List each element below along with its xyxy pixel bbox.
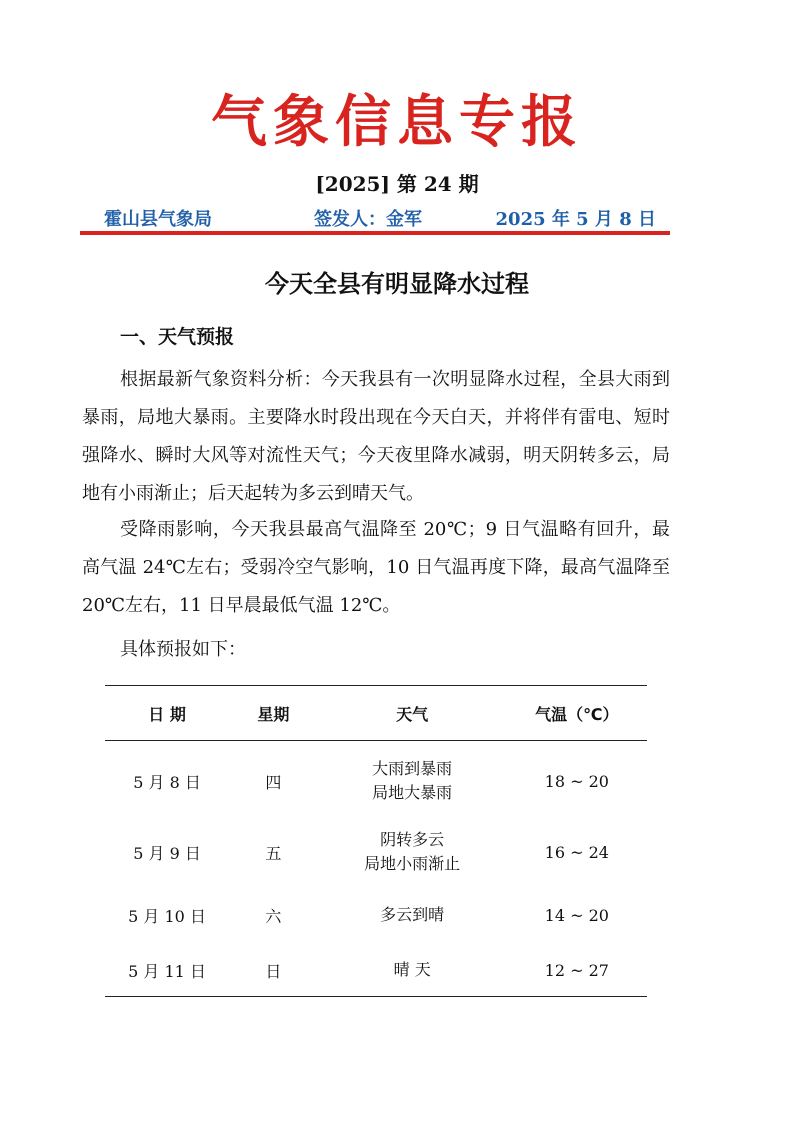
cell-date: 5 月 8 日: [133, 772, 201, 792]
cell-weather: [318, 741, 507, 819]
cell-weather: [318, 818, 507, 886]
cell-temperature: 18 ~ 20: [544, 771, 609, 791]
organization-name: 霍山县气象局: [104, 209, 212, 230]
cell-date: 5 月 10 日: [128, 906, 206, 926]
document-title: 今天全县有明显降水过程: [265, 269, 529, 298]
cell-weekday: 日: [229, 944, 318, 997]
cell-weekday: 五: [265, 843, 282, 863]
section-heading: 一、天气预报: [120, 326, 235, 348]
weather-line: 阴转多云: [380, 830, 445, 849]
paragraph-forecast: 根据最新气象资料分析：今天我县有一次明显降水过程，全县大雨到暴雨，局地大暴雨。主要降水时段出现在今天白天，并将伴有雷电、短时强降水、瞬时大风等对流性天气；今天夜里降水减弱，明天阴转多云，局地有小雨渐止；后天起转为多云到晴天气。: [82, 369, 670, 504]
masthead-title: 气象信息专报: [211, 89, 583, 155]
header-date: 日 期: [105, 686, 229, 741]
info-bar: [82, 205, 668, 231]
table-header-row: [105, 686, 647, 741]
issue-date: 2025 年 5 月 8 日: [495, 209, 656, 230]
header-weekday: 星期: [229, 686, 318, 741]
weather-line: 大雨到暴雨: [372, 759, 453, 778]
cell-date: 5 月 11 日: [105, 944, 229, 997]
header-weather: 天气: [318, 686, 507, 741]
red-divider: [80, 231, 670, 235]
cell-date: 5 月 9 日: [133, 843, 201, 863]
cell-weather: [318, 944, 507, 997]
table-row: [105, 741, 647, 819]
table-row: [105, 944, 647, 997]
paragraph-intro-table: 具体预报如下：: [120, 639, 246, 660]
paragraph-temperature: 受降雨影响，今天我县最高气温降至 20℃；9 日气温略有回升，最高气温 24℃左右；受弱冷空气影响，10 日气温再度下降，最高气温降至 20℃左右，11 日早晨最低气温 12℃。: [82, 519, 670, 616]
issue-number: [2025] 第 24 期: [315, 172, 479, 196]
cell-temperature: 12 ~ 27: [507, 944, 647, 997]
table-row: [105, 886, 647, 944]
weather-line: 局地小雨渐止: [364, 854, 461, 873]
cell-temperature: 14 ~ 20: [544, 905, 609, 925]
cell-weekday: 六: [265, 906, 282, 926]
signer: 签发人：金军: [314, 209, 422, 230]
weather-line: 多云到晴: [380, 905, 445, 924]
cell-weekday: 四: [265, 772, 282, 792]
weather-line: 局地大暴雨: [372, 783, 453, 802]
cell-temperature: 16 ~ 24: [544, 842, 609, 862]
forecast-table: [105, 685, 647, 997]
header-temperature: 气温（℃）: [507, 686, 647, 741]
table-row: [105, 818, 647, 886]
weather-line: 晴 天: [393, 960, 431, 979]
cell-weather: [318, 886, 507, 944]
